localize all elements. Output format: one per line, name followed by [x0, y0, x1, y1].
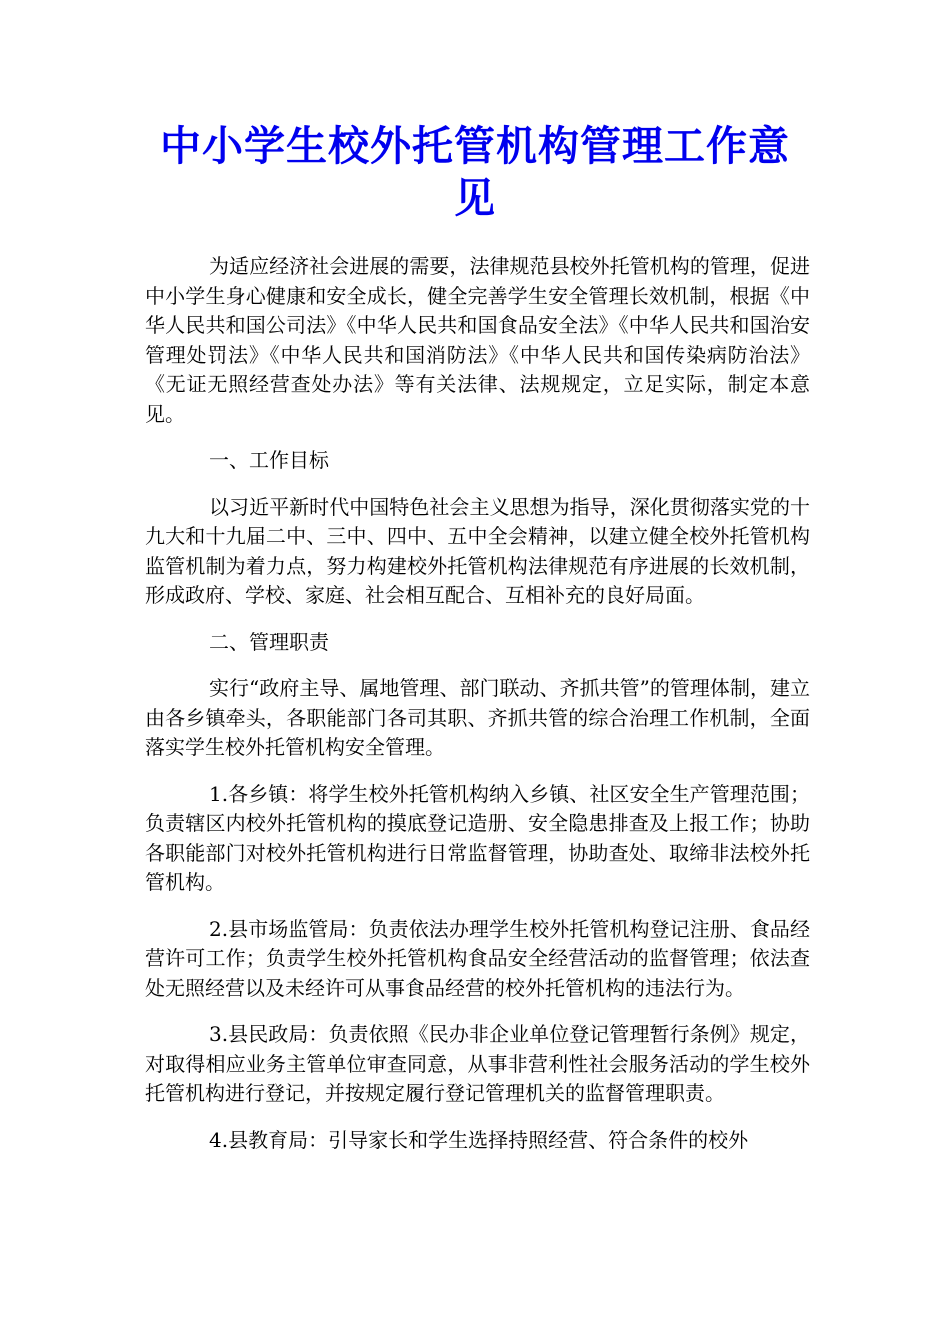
document-body: [145, 252, 810, 1172]
document-title: [130, 120, 820, 224]
goals-paragraph: 以习近平新时代中国特色社会主义思想为指导，深化贯彻落实党的十九大和十九届二中、三中、四中、五中全会精神，以建立健全校外托管机构监管机制为着力点，努力构建校外托管机构法律规范有序进展的长效机制，形成政府、学校、家庭、社会相互配合、互相补充的良好局面。: [145, 494, 810, 607]
duties-paragraph: 实行“政府主导、属地管理、部门联动、齐抓共管”的管理体制，建立由各乡镇牵头，各职能部门各司其职、齐抓共管的综合治理工作机制，全面落实学生校外托管机构安全管理。: [145, 676, 810, 759]
duty-item-civil-affairs: 3.县民政局：负责依照《民办非企业单位登记管理暂行条例》规定，对取得相应业务主管单位审查同意，从事非营利性社会服务活动的学生校外托管机构进行登记，并按规定履行登记管理机关的监督管理职责。: [145, 1022, 810, 1105]
duty-item-education: 4.县教育局：引导家长和学生选择持照经营、符合条件的校外: [209, 1127, 749, 1152]
section-heading-goals: 一、工作目标: [209, 448, 329, 472]
section-heading-duties: 二、管理职责: [209, 629, 329, 654]
duty-item-towns: 1.各乡镇：将学生校外托管机构纳入乡镇、社区安全生产管理范围；负责辖区内校外托管机构的摸底登记造册、安全隐患排查及上报工作；协助各职能部门对校外托管机构进行日常监督管理，协助查处、取缔非法校外托管机构。: [145, 781, 810, 894]
intro-paragraph: 为适应经济社会进展的需要，法律规范县校外托管机构的管理，促进中小学生身心健康和安全成长，健全完善学生安全管理长效机制，根据《中华人民共和国公司法》《中华人民共和国食品安全法》《中华人民共和国治安管理处罚法》《中华人民共和国消防法》《中华人民共和国传染病防治法》《无证无照经营查处办法》等有关法律、法规规定，立足实际，制定本意见。: [145, 254, 810, 426]
document-title-line-1: 中小学生校外托管机构管理工作意: [160, 122, 790, 170]
document-title-line-2: 见: [454, 174, 496, 222]
duty-item-market-supervision: 2.县市场监管局：负责依法办理学生校外托管机构登记注册、食品经营许可工作；负责学生校外托管机构食品安全经营活动的监督管理；依法查处无照经营以及未经许可从事食品经营的校外托管机构的违法行为。: [145, 916, 810, 1000]
